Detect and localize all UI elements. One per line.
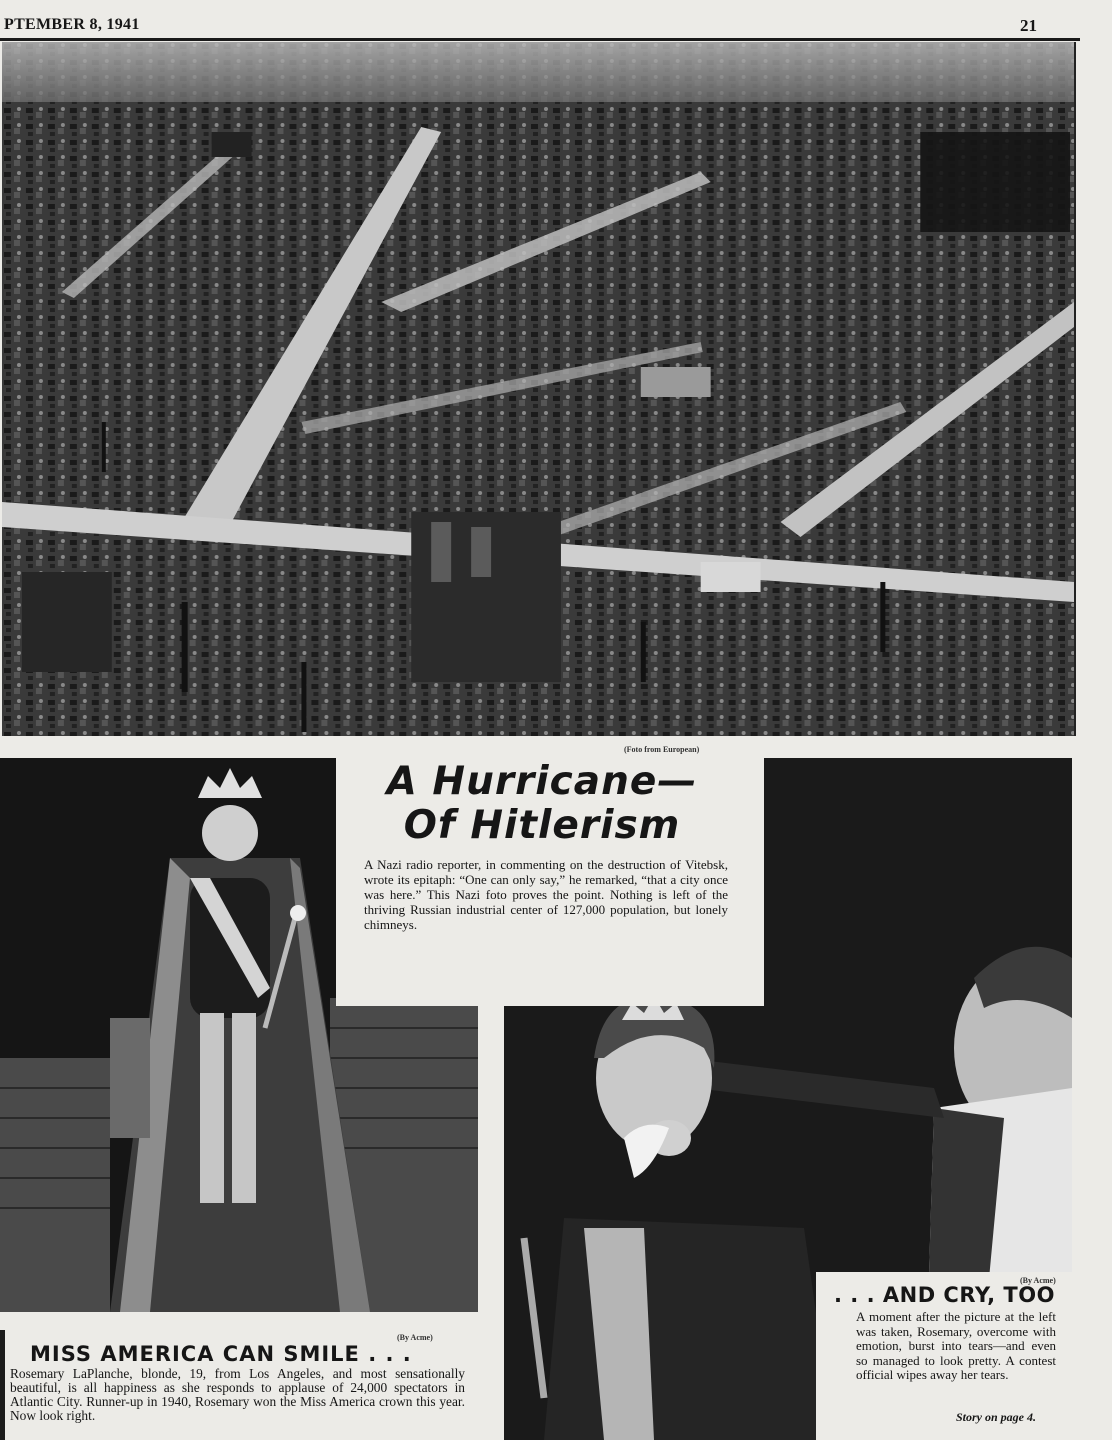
page-number: 21 bbox=[1020, 16, 1037, 35]
main-headline bbox=[352, 760, 732, 848]
top-photo-credit: (Foto from European) bbox=[624, 745, 700, 754]
headline-line-2: Of Hitlerism bbox=[403, 803, 681, 848]
destroyed-city-photo bbox=[2, 42, 1076, 736]
headline-line-1: A Hurricane— bbox=[386, 759, 698, 804]
header-rule bbox=[0, 38, 1080, 41]
cry-caption-body: A moment after the picture at the left was taken, Rosemary, overcome with emotion, burst into tears—and even so managed to look pretty. A contest official wipes away her tears. bbox=[856, 1309, 1056, 1382]
left-margin-bar bbox=[0, 1330, 5, 1440]
main-story-body: A Nazi radio reporter, in commenting on the destruction of Vitebsk, wrote its epitaph: “One can only say,” he remarked, “that a city once was here.” This Nazi foto proves the point. Nothing is left of the thriving Russian industrial center of 127,000 population, but lonely chimneys. bbox=[364, 857, 728, 932]
left-photo-credit: (By Acme) bbox=[397, 1333, 433, 1342]
right-photo-credit: (By Acme) bbox=[1020, 1276, 1056, 1285]
story-reference: Story on page 4. bbox=[956, 1410, 1037, 1424]
dateline: PTEMBER 8, 1941 bbox=[4, 16, 140, 33]
smile-caption-body: Rosemary LaPlanche, blonde, 19, from Los Angeles, and most sensationally beautiful, is all happiness as she responds to applause of 24,000 spectators in Atlantic City. Runner-up in 1940, Rosemary won the Miss America crown this year. Now look right. bbox=[10, 1366, 465, 1423]
cry-headline: . . . AND CRY, TOO bbox=[834, 1283, 1055, 1307]
smile-headline: MISS AMERICA CAN SMILE . . . bbox=[30, 1342, 412, 1366]
